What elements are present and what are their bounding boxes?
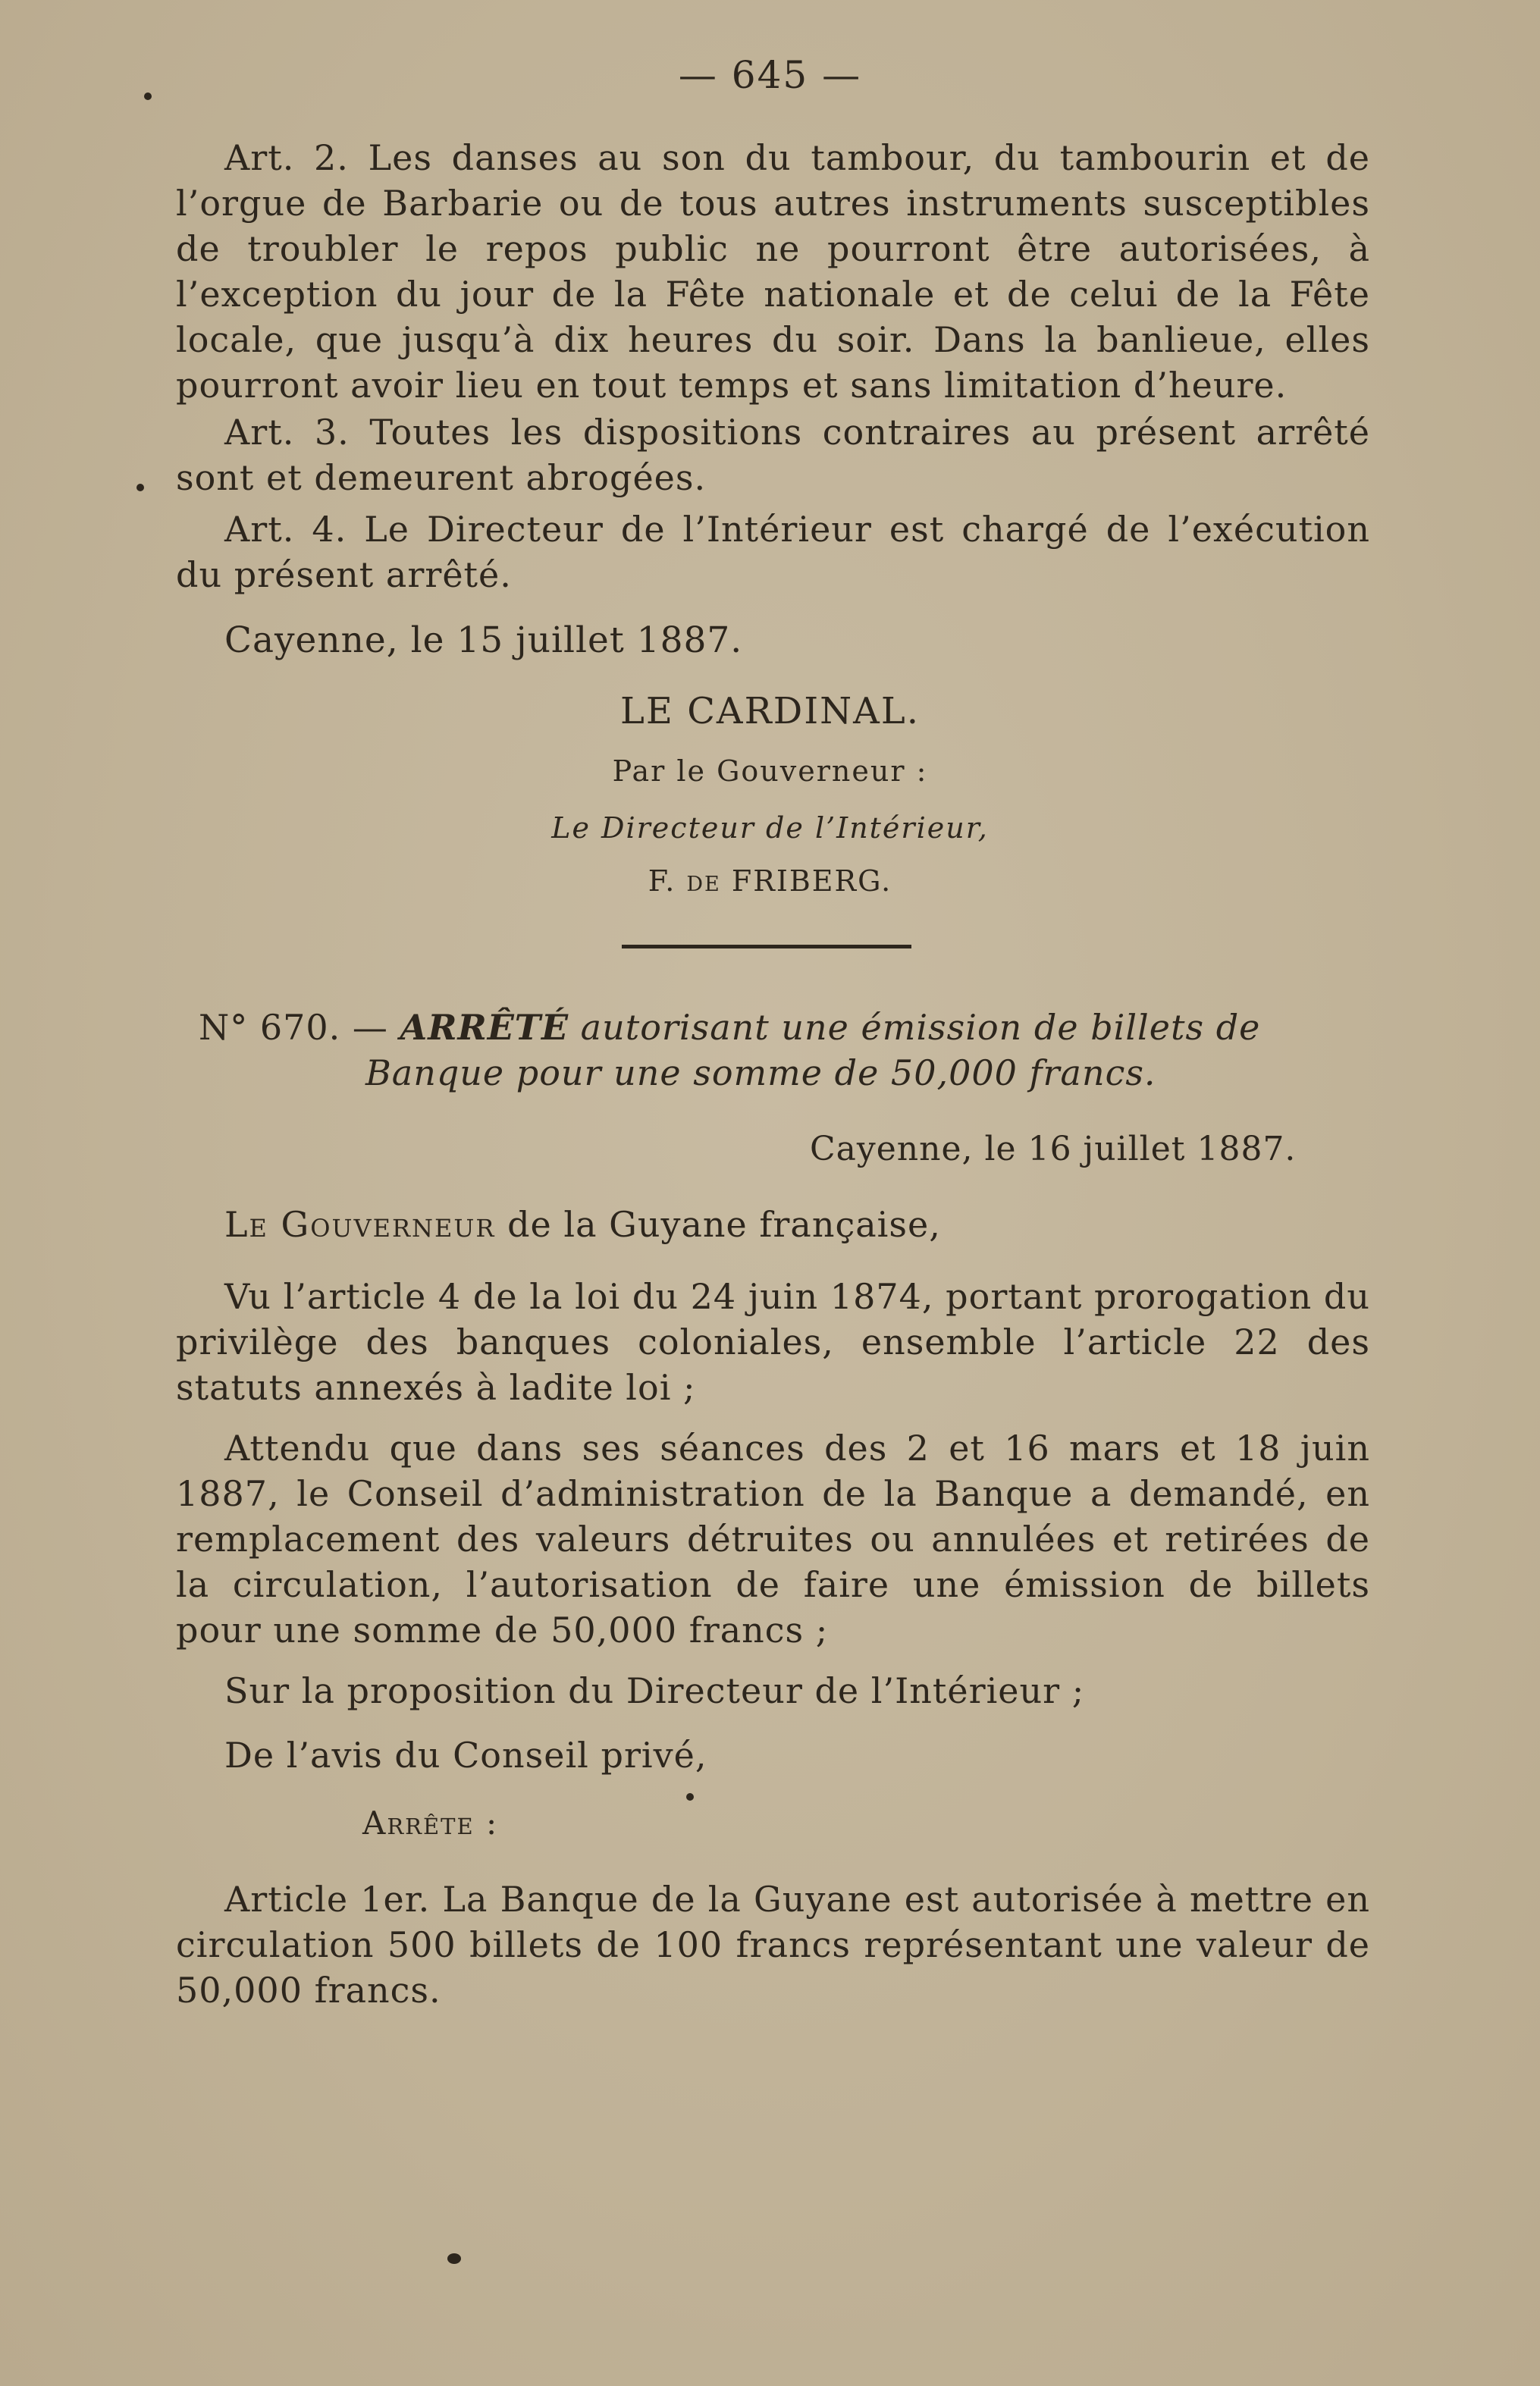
attendu-paragraph: Attendu que dans ses séances des 2 et 16 mars et 18 juin 1887, le Conseil d’administration de la Banque a demandé, en remplacement des valeurs détruites ou annulées et retirées de la circulation, l’autorisation de faire une émission de billets pour une somme de 50,000 francs ; — [176, 1428, 1370, 1651]
article-1: Article 1er. La Banque de la Guyane est autorisée à mettre en circulation 500 billets de 100 francs représentant une valeur de 50,000 francs. — [176, 1879, 1370, 2011]
decree-heading — [199, 1005, 1370, 1096]
page-number: — 645 — — [678, 53, 862, 97]
decree-number: N° 670. — — [199, 1007, 388, 1048]
separator-rule — [622, 945, 911, 948]
directeur-name: F. de FRIBERG. — [648, 864, 892, 898]
article-2: Art. 2. Les danses au son du tambour, du tambourin et de l’orgue de Barbarie ou de tous autres instruments susceptibles de troubler le repos public ne pourront être autorisées, à l’exception du jour de la Fête nationale et de celui de la Fête locale, que jusqu’à dix heures du soir. Dans la banlieue, elles pourront avoir lieu en tout temps et sans limitation d’heure. — [176, 137, 1370, 406]
decree-title-line-1: autorisant une émission de billets de — [569, 1007, 1261, 1048]
ink-speck — [144, 92, 152, 100]
gouverneur-caps: Le Gouverneur — [224, 1204, 496, 1245]
gouverneur-rest: de la Guyane française, — [495, 1204, 941, 1245]
arrete-heading: Arrête : — [362, 1804, 499, 1842]
article-3: Art. 3. Toutes les dispositions contraires au présent arrêté sont et demeurent abrogées. — [176, 412, 1370, 498]
gouverneur-line — [176, 1202, 1370, 1247]
de-l-avis: De l’avis du Conseil privé, — [224, 1735, 707, 1776]
directeur-title: Le Directeur de l’Intérieur, — [551, 811, 989, 845]
sur-la-proposition: Sur la proposition du Directeur de l’Intérieur ; — [224, 1670, 1085, 1711]
ink-speck — [447, 2253, 461, 2264]
article-4: Art. 4. Le Directeur de l’Intérieur est chargé de l’exécution du présent arrêté. — [176, 509, 1370, 595]
par-le-gouverneur: Par le Gouverneur : — [612, 754, 928, 788]
decree-title-line-2: Banque pour une somme de 50,000 francs. — [365, 1052, 1156, 1093]
vu-paragraph: Vu l’article 4 de la loi du 24 juin 1874, portant prorogation du privilège des banques coloniales, ensemble l’article 22 des statuts annexés à ladite loi ; — [176, 1276, 1370, 1408]
ink-speck — [136, 484, 144, 491]
ink-speck — [686, 1793, 694, 1801]
signatory: LE CARDINAL. — [620, 690, 920, 732]
place-date-1: Cayenne, le 15 juillet 1887. — [224, 619, 743, 661]
place-date-2: Cayenne, le 16 juillet 1887. — [810, 1130, 1297, 1168]
decree-title-bold: ARRÊTÉ — [400, 1007, 569, 1048]
